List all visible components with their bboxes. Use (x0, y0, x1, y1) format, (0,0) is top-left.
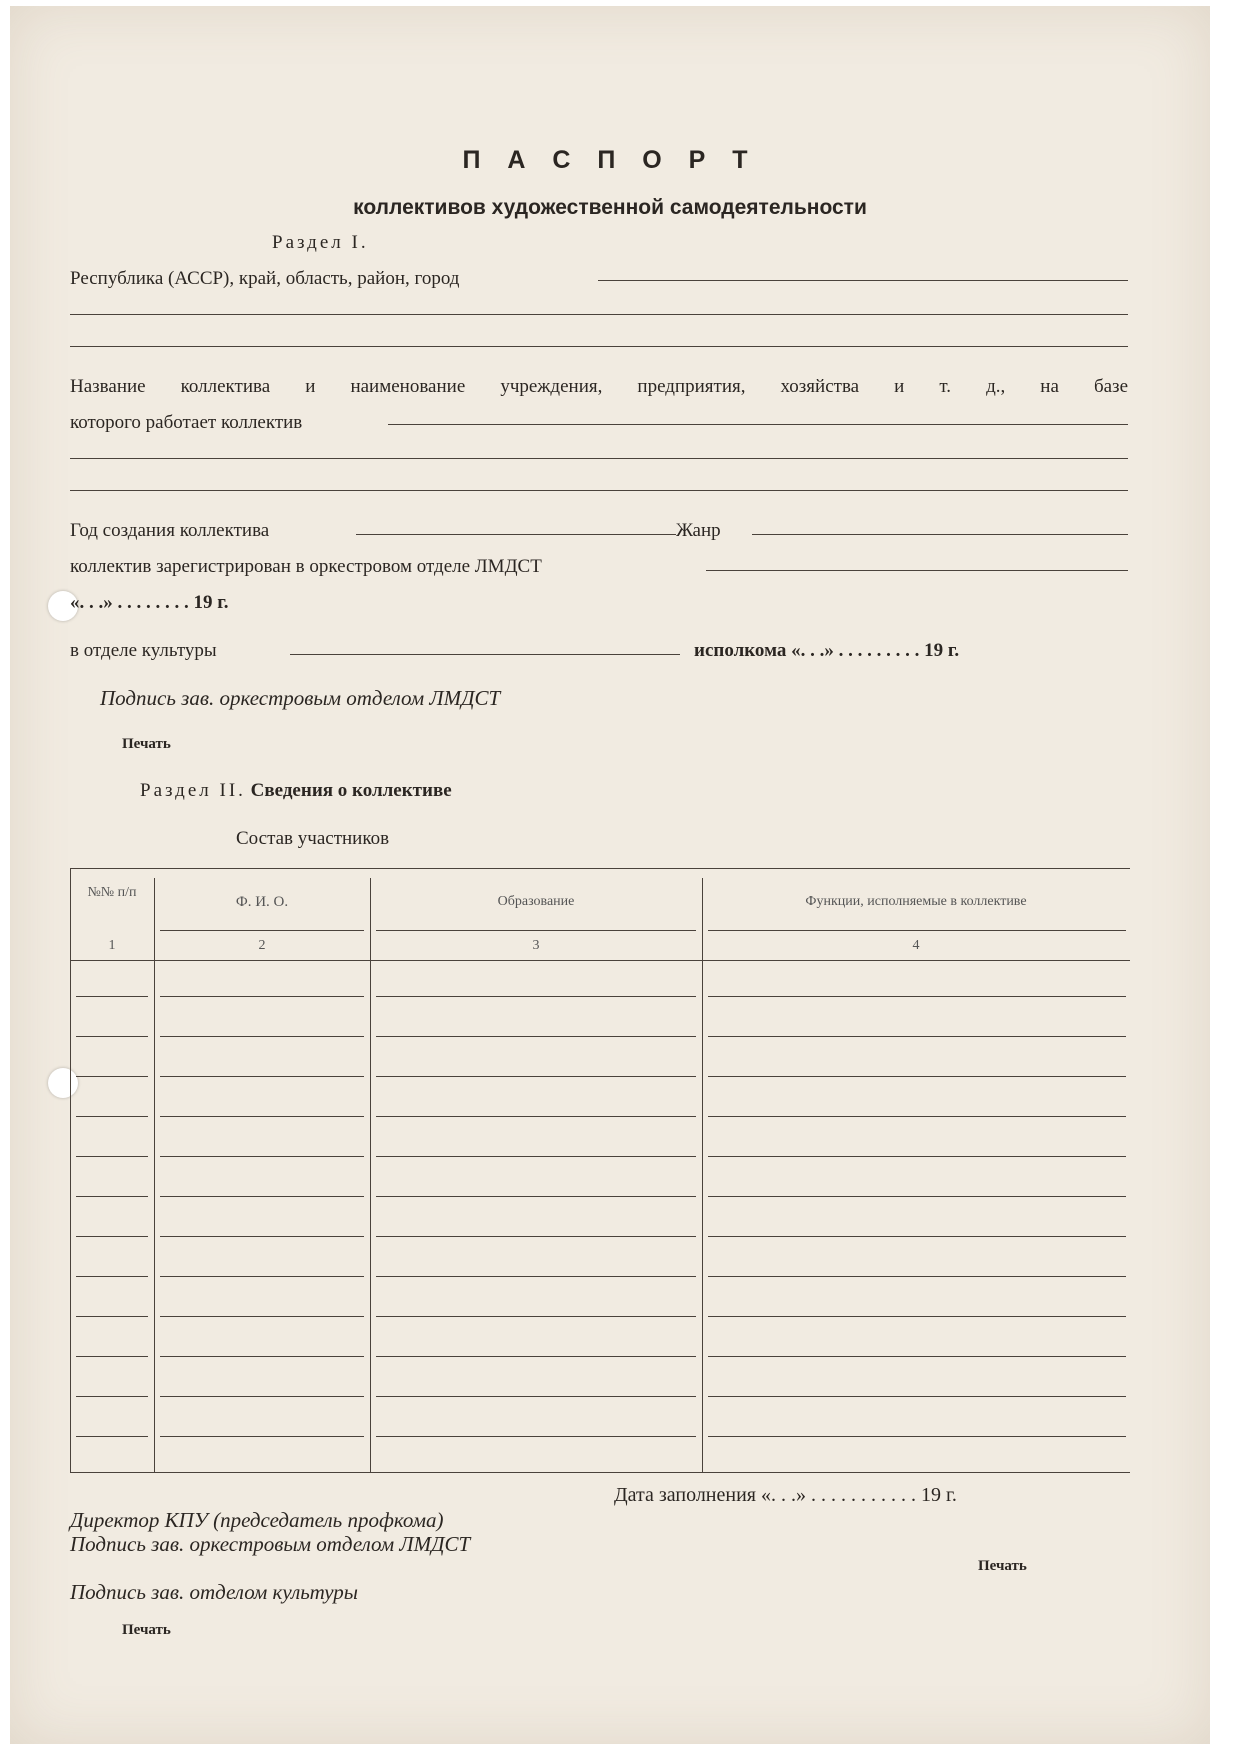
header-number: №№ п/п (87, 885, 137, 900)
collective-name-field-line-2[interactable] (70, 458, 1128, 459)
table-row-line[interactable] (76, 1316, 148, 1317)
column-number-2: 2 (258, 938, 266, 953)
signature-orchestra-label: Подпись зав. оркестровым отделом ЛМДСТ (100, 686, 501, 710)
table-row-line[interactable] (160, 1116, 364, 1117)
header-education: Образование (497, 894, 575, 909)
region-field-line-3[interactable] (70, 346, 1128, 347)
stamp-label-right: Печать (978, 1558, 1027, 1574)
registered-label: коллектив зарегистрирован в оркестровом отделе ЛМДСТ (70, 556, 542, 577)
table-row-line[interactable] (160, 1076, 364, 1077)
table-row-line[interactable] (160, 996, 364, 997)
table-row-line[interactable] (160, 1036, 364, 1037)
table-top-border (70, 868, 1130, 869)
table-row-line[interactable] (76, 1076, 148, 1077)
table-col-divider (702, 878, 703, 1472)
culture-dept-field-line[interactable] (290, 654, 680, 655)
table-row-line[interactable] (708, 1076, 1126, 1077)
table-row-line[interactable] (376, 1076, 696, 1077)
registered-field-line[interactable] (706, 570, 1128, 571)
year-label: Год создания коллектива (70, 520, 270, 541)
fill-date: Дата заполнения «. . .» . . . . . . . . . . . 19 г. (614, 1484, 957, 1506)
section2-heading-number: Раздел II. (140, 780, 246, 801)
section2-heading-title: Сведения о коллективе (250, 780, 452, 801)
region-label: Республика (АССР), край, область, район, город (70, 268, 460, 289)
table-row-line[interactable] (708, 1156, 1126, 1157)
column-number-3: 3 (532, 938, 540, 953)
table-row-line[interactable] (76, 1156, 148, 1157)
table-bottom-border (70, 1472, 1130, 1473)
table-row-line[interactable] (376, 1036, 696, 1037)
header-bottom-border (70, 960, 1130, 961)
stamp-label: Печать (122, 736, 171, 752)
table-row-line[interactable] (376, 1196, 696, 1197)
table-left-border (70, 868, 71, 1472)
ispolkom-date: исполкома «. . .» . . . . . . . . . 19 г. (694, 640, 960, 661)
director-label: Директор КПУ (председатель профкома) (70, 1508, 444, 1532)
table-row-line[interactable] (160, 1236, 364, 1237)
table-row-line[interactable] (708, 1236, 1126, 1237)
genre-label: Жанр (676, 520, 721, 541)
table-col-divider (370, 878, 371, 1472)
table-row-line[interactable] (376, 1236, 696, 1237)
table-row-line[interactable] (376, 1156, 696, 1157)
table-row-line[interactable] (160, 1156, 364, 1157)
header-functions: Функции, исполняемые в коллективе (805, 894, 1027, 909)
table-row-line[interactable] (76, 1236, 148, 1237)
table-row-line[interactable] (708, 1356, 1126, 1357)
table-row-line[interactable] (160, 1196, 364, 1197)
table-row-line[interactable] (160, 1276, 364, 1277)
region-field-line[interactable] (598, 280, 1128, 281)
table-row-line[interactable] (376, 996, 696, 997)
signature-culture-label: Подпись зав. отделом культуры (70, 1580, 358, 1604)
table-row-line[interactable] (160, 1436, 364, 1437)
year-field-line[interactable] (356, 534, 676, 535)
column-number-4: 4 (912, 938, 920, 953)
table-row-line[interactable] (376, 1116, 696, 1117)
section2-heading (140, 780, 452, 802)
collective-name-field-line-3[interactable] (70, 490, 1128, 491)
page-title: П А С П О Р Т (462, 146, 758, 174)
table-row-line[interactable] (708, 1196, 1126, 1197)
header-underline (708, 930, 1126, 931)
table-row-line[interactable] (76, 1116, 148, 1117)
punch-hole (48, 1068, 78, 1098)
header-fio: Ф. И. О. (235, 894, 289, 910)
page-subtitle: коллективов художественной самодеятельности (353, 196, 867, 219)
table-row-line[interactable] (708, 1436, 1126, 1437)
registration-date: «. . .» . . . . . . . . 19 г. (70, 592, 229, 613)
composition-label: Состав участников (236, 828, 390, 849)
signature-orchestra-label-2: Подпись зав. оркестровым отделом ЛМДСТ (70, 1532, 471, 1556)
table-row-line[interactable] (76, 996, 148, 997)
collective-name-label-2: которого работает коллектив (70, 412, 303, 433)
table-row-line[interactable] (376, 1316, 696, 1317)
stamp-label-bottom: Печать (122, 1622, 171, 1638)
table-row-line[interactable] (160, 1316, 364, 1317)
collective-name-field-line[interactable] (388, 424, 1128, 425)
column-number-1: 1 (108, 938, 116, 953)
table-row-line[interactable] (376, 1356, 696, 1357)
table-row-line[interactable] (708, 1396, 1126, 1397)
table-row-line[interactable] (376, 1396, 696, 1397)
culture-dept-label: в отделе культуры (70, 640, 217, 661)
table-row-line[interactable] (708, 1116, 1126, 1117)
table-row-line[interactable] (376, 1276, 696, 1277)
region-field-line-2[interactable] (70, 314, 1128, 315)
table-row-line[interactable] (76, 1196, 148, 1197)
table-row-line[interactable] (76, 1276, 148, 1277)
section1-heading: Раздел I. (272, 232, 369, 253)
table-row-line[interactable] (708, 1276, 1126, 1277)
header-underline (160, 930, 364, 931)
table-row-line[interactable] (708, 1316, 1126, 1317)
table-row-line[interactable] (160, 1356, 364, 1357)
table-row-line[interactable] (708, 996, 1126, 997)
table-row-line[interactable] (708, 1036, 1126, 1037)
table-row-line[interactable] (76, 1396, 148, 1397)
table-col-divider (154, 878, 155, 1472)
table-row-line[interactable] (76, 1436, 148, 1437)
header-underline (376, 930, 696, 931)
genre-field-line[interactable] (752, 534, 1128, 535)
table-row-line[interactable] (76, 1036, 148, 1037)
collective-name-label: Название коллектива и наименование учреждения, предприятия, хозяйства и т. д., на базе (70, 376, 1128, 397)
table-row-line[interactable] (160, 1396, 364, 1397)
form-sheet (10, 6, 1210, 1744)
table-row-line[interactable] (76, 1356, 148, 1357)
table-row-line[interactable] (376, 1436, 696, 1437)
